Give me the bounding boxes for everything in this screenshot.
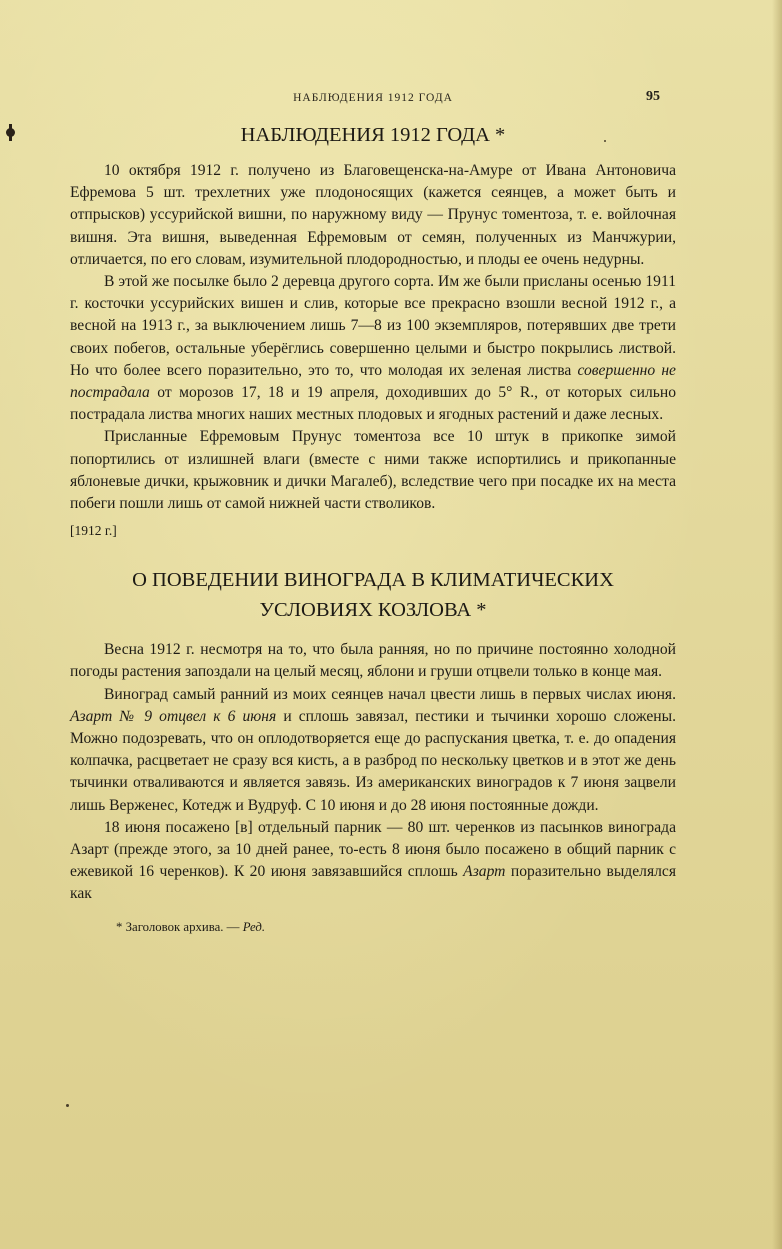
- emphasis-text: Азарт № 9 отцвел к 6 июня: [70, 707, 277, 725]
- section-title-grapes: [70, 565, 676, 625]
- emphasis-text: Азарт: [463, 863, 506, 881]
- footnote-editor-mark: Ред.: [242, 919, 266, 934]
- emphasis-text: совершенно не пострадала: [70, 361, 676, 402]
- paragraph: [70, 271, 676, 426]
- paper-speck: [604, 140, 606, 142]
- paragraph-text: В этой же посылке было 2 деревца другого сорта. Им же были присланы осенью 1911 г. косточки уссурийских вишен и слив, которые все прекрасно взошли весной 1912 г., а весной на 1913 г., за выключением лишь 7—8 из 100 экземпляров, потерявших две трети своих побегов, остальные уберёглись совершенно целыми и быстро покрылись листвой. Но что более всего поразительно, это то, что молодая их зеленая листва: [70, 273, 676, 379]
- paragraph: Присланные Ефремовым Прунус томентоза все 10 штук в прикопке зимой попортились от излишней влаги (вместе с ними также испортились и прикопанные яблоневые дички, крыжовник и дички Магалеб), вследствие чего при посадке их на места побеги пошли лишь от самой нижней части стволиков.: [70, 428, 676, 513]
- paragraph: Весна 1912 г. несмотря на то, что была ранняя, но по причине постоянно холодной погоды растения запоздали на целый месяц, яблони и груши отцвели только в конце мая.: [70, 641, 676, 681]
- margin-ink-mark: [6, 128, 15, 137]
- paragraph-text: от морозов 17, 18 и 19 апреля, доходивших до 5° R., от которых сильно пострадала листва многих наших местных плодовых и ягодных растений и даже лесных.: [70, 384, 676, 424]
- paragraph-text: поразительно выделялся как: [70, 863, 676, 903]
- page-edge-shadow: [772, 0, 782, 1249]
- running-head: НАБЛЮДЕНИЯ 1912 ГОДА: [293, 92, 453, 104]
- page-content: [70, 120, 676, 936]
- paragraph-text: и сплошь завязал, пестики и тычинки хорошо сложены. Можно подозревать, что он оплодотворяется еще до распускания цветка, т. е. до опадения колпачка, расцветает не сразу вся кисть, а в разброд по нескольку цветков и в этот же день тычинки отваливаются и является завязь. Из американских виноградов к 7 июня зацвели лишь Верженес, Котедж и Вудруф. С 10 июня и до 28 июня постоянные дожди.: [70, 707, 676, 814]
- section-title-line: О ПОВЕДЕНИИ ВИНОГРАДА В КЛИМАТИЧЕСКИХ: [132, 569, 614, 592]
- paragraph: [70, 684, 676, 817]
- paper-speck: [66, 1104, 69, 1107]
- paragraph-text: Виноград самый ранний из моих сеянцев начал цвести лишь в первых числах июня.: [104, 685, 676, 703]
- date-note: [1912 г.]: [70, 523, 117, 539]
- section-title-observations: НАБЛЮДЕНИЯ 1912 ГОДА *: [240, 124, 506, 146]
- footnote: [116, 918, 676, 936]
- paragraph-text: 18 июня посажено [в] отдельный парник — 80 шт. черенков из пасынков винограда Азарт (прежде этого, за 10 дней ранее, то-есть 8 июня было посажено в общий парник с ежевикой 16 черенков). К 20 июня завязавшийся сплошь: [70, 818, 676, 881]
- page-number: 95: [646, 89, 660, 104]
- paragraph: [70, 817, 676, 906]
- paragraph: 10 октября 1912 г. получено из Благовещенска-на-Амуре от Ивана Антоновича Ефремова 5 шт. трехлетних уже плодоносящих (кажется сеянцев, а может быть и отпрысков) уссурийской вишни, по наружному виду — Прунус томентоза, т. е. войлочная вишня. Эта вишня, выведенная Ефремовым от семян, полученных из Манчжурии, отличается, по его словам, изумительной плодородностью, и плоды ее очень недурны.: [70, 162, 676, 268]
- section-title-line: УСЛОВИЯХ КОЗЛОВА *: [259, 599, 487, 622]
- footnote-text: * Заголовок архива. —: [116, 919, 243, 934]
